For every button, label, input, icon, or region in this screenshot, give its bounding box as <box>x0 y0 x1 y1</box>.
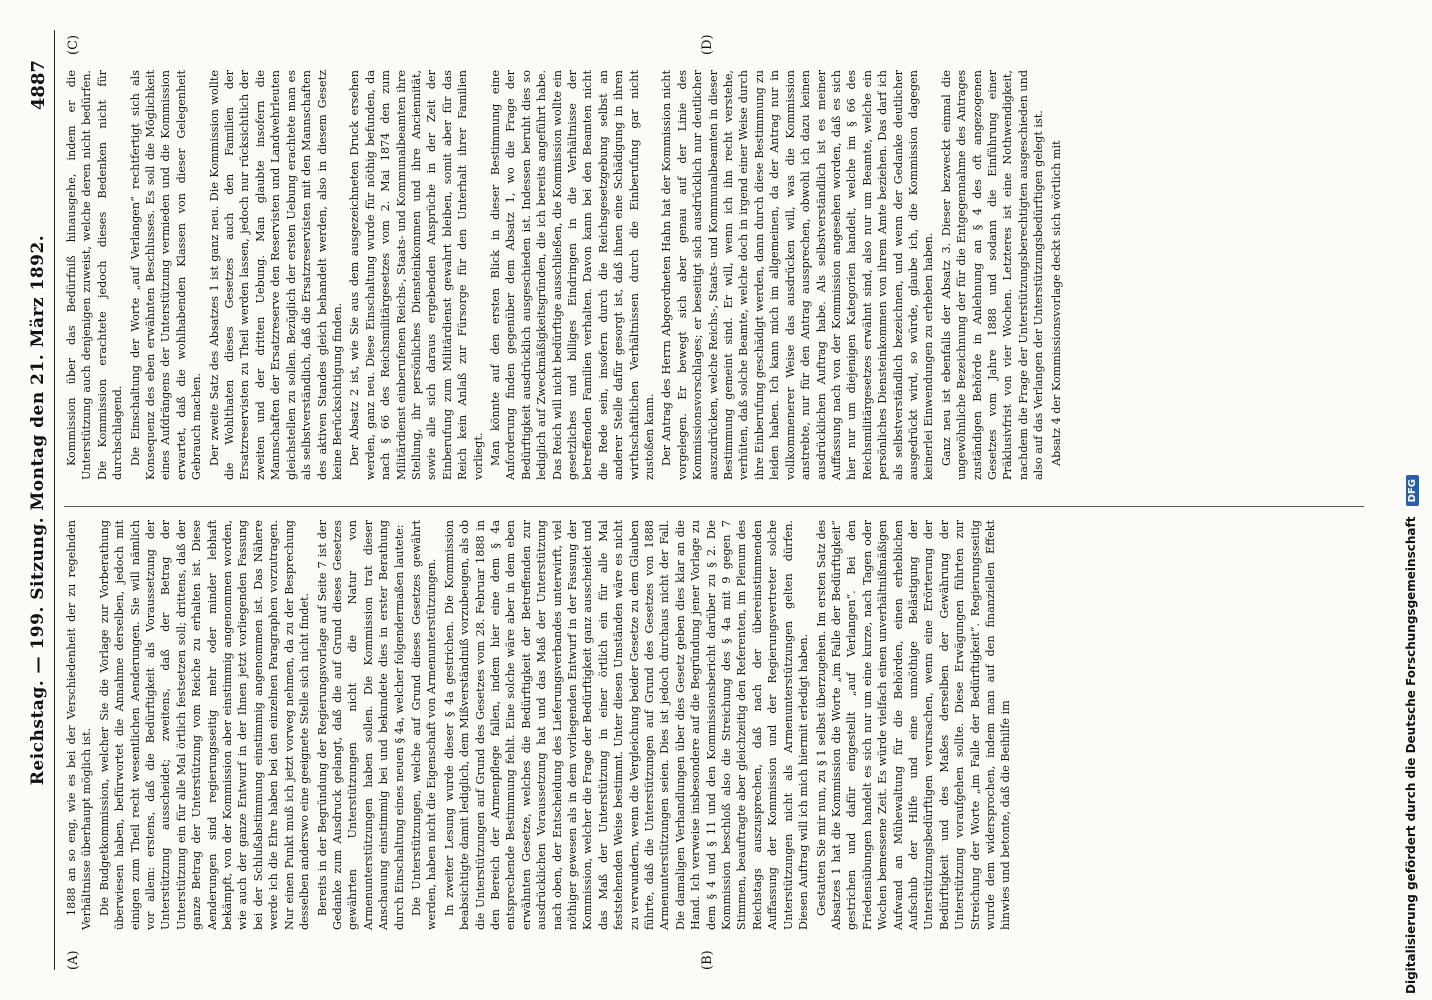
header-rule <box>54 30 55 970</box>
right-column <box>64 70 1364 480</box>
footer-text: Digitalisierung gefördert durch die Deutsche Forschungsgemeinschaft <box>1404 516 1418 994</box>
paragraph: Der Antrag des Herrn Abgeordneten Hahn hat der Kommission nicht vorgelegen. Er bewegt sich aber genau auf der Linie des Kommissionsvorschlages; er beseitigt sich ausdrücklich nur deutlicher auszudrücken, welche Reichs-, Staats- und Kommunalbeamten in dieser Bestimmung gemeint sind. Er will, wenn ich ihn recht verstehe, verhüten, daß solche Beamte, welche doch in irgend einer Weise durch ihre Einberufung geschädigt werden, dann durch diese Bestimmung zu leiden haben. Ich kann mich im allgemeinen, da der Antrag nur in vollkommenerer Weise das ausdrücken will, was die Kommission anstrebte, nur für den Antrag aussprechen, obwohl ich dazu keinen ausdrücklichen Auftrag habe. Als selbstverständlich ist es meiner Auffassung nach von der Kommission angesehen worden, daß es sich hier nur um diejenigen Kategorien handelt, welche im § 66 des Reichsmilitärgesetzes erwähnt sind, also nur um Beamte, welche ein persönliches Diensteinkommen von ihrem Amte beziehen. Das darf ich als selbstverständlich bezeichnen, und wenn der Gedanke deutlicher ausgedrückt wird, so würde, glaube ich, die Kommission dagegen keinerlei Einwendungen zu erheben haben. <box>660 70 936 480</box>
column-divider <box>64 506 1364 507</box>
paragraph: Gestatten Sie mir nun, zu § 1 selbst überzugehen. Im ersten Satz des Absatzes 1 hat die Kommission die Worte „im Falle der Bedürftigkeit“ gestrichen und dafür eingestellt „auf Verlangen“. Bei den Friedensübungen handelt es sich nur um eine kurze, nach Tagen oder Wochen bemessene Zeit. Es würde vielfach einen unverhältnißmäßigen Aufwand an Mühewaltung für die Behörden, einen erheblichen Aufschub der Hilfe und eine unnöthige Belästigung der Unterstützungsbedürftigen verursachen, wenn eine Erörterung der Bedürftigkeit und des Maßes derselben der Gewährung der Unterstützung voraufgehen sollte. Diese Erwägungen führten zur Streichung der Worte „im Falle der Bedürftigkeit“. Regierungsseitig wurde dem widersprochen, indem man auf den finanziellen Effekt hinwies und betonte, daß die Beihilfe im <box>814 520 1013 930</box>
margin-marker-c: (C) <box>66 34 81 55</box>
left-column <box>64 520 1364 930</box>
paragraph: 1888 an so eng, wie es bei der Verschiedenheit der zu regelnden Verhältnisse überhaupt möglich ist. <box>65 520 94 930</box>
page-number: 4887 <box>28 60 49 111</box>
paragraph: Die Unterstützungen, welche auf Grund dieses Gesetzes gewährt werden, haben nicht die Eigenschaft von Armenunterstützungen. <box>409 520 439 930</box>
paragraph: Ganz neu ist ebenfalls der Absatz 3. Dieser bezweckt einmal die ungewöhnliche Bezeichnung der für die Entgegennahme des Antrages zuständigen Behörde in Anlehnung an § 4 des oft angezogenen Gesetzes vom Jahre 1888 und sodann die Einführung einer Präklusivfrist von vier Wochen. Letzteres ist eine Nothwendigkeit, nachdem die Frage der Unterstützungsberechtigten ausgeschieden und also auf das Verlangen der Unterstützungsbedürftigen gelegt ist. <box>939 70 1046 480</box>
header-title: Reichstag. — 199. Sitzung. Montag den 21. März 1892. <box>28 234 48 786</box>
paragraph: Absatz 4 der Kommissionsvorlage deckt sich wörtlich mit <box>1049 140 1063 466</box>
paragraph: Die Budgetkommission, welcher Sie die Vorlage zur Vorberathung überwiesen haben, befürwortet die Annahme derselben, jedoch mit einigen zum Theil recht wesentlichen Aenderungen. Sie will nämlich vor allem: erstens, daß die Bedürftigkeit als Voraussetzung der Unterstützung ausscheidet; zweitens, daß der Betrag der Unterstützung ein für alle Mal örtlich festsetzen soll; drittens, daß der ganze Betrag der Unterstützung vom Reiche zu erhalten ist. Diese Aenderungen sind regierungsseitig mehr oder minder lebhaft bekämpft, von der Kommission aber einstimmig angenommen worden, wie auch der ganze Entwurf in der Ihnen jetzt vorliegenden Fassung bei der Schlußabstimmung einstimmig angenommen ist. Das Nähere werde ich die Ehre haben bei den einzelnen Paragraphen vorzutragen. Nur einen Punkt muß ich jetzt vorweg nehmen, da zu der Besprechung desselben anderswo eine geeignete Stelle sich nicht findet. <box>97 520 312 930</box>
margin-marker-a: (A) <box>66 950 81 970</box>
paragraph: In zweiter Lesung wurde dieser § 4a gestrichen. Die Kommission beabsichtigte damit lediglich, dem Mißverständniß vorzubeugen, als ob die Unterstützungen auf Grund des Gesetzes vom 28. Februar 1888 in den Bereich der Armenpflege fallen, indem hier eine dem § 4a entsprechende Bestimmung fehlt. Eine solche wäre aber in dem eben erwähnten Gesetze, welches die Bedürftigkeit der Betreffenden zur ausdrücklichen Voraussetzung hat und das Maß der Unterstützung nach oben, der Entscheidung des Lieferungsverbandes unterwirft, viel nöthiger gewesen als in dem vorliegenden Entwurf in der Fassung der Kommission, welcher die Frage der Bedürftigkeit ganz ausscheidet und das Maß der Unterstützung in einer örtlich ein für alle Mal feststehenden Weise bestimmt. Unter diesen Umständen wäre es nicht zu verwundern, wenn die Vergleichung beider Gesetze zu dem Glauben führte, daß die Unterstützungen auf Grund des Gesetzes von 1888 Armenunterstützungen seien. Dies ist jedoch durchaus nicht der Fall. Die damaligen Verhandlungen über dies Gesetz geben dies klar an die Hand. Ich verweise insbesondere auf die Begründung jener Vorlage zu dem § 4 und § 11 und den Kommissionsbericht darüber zu § 2. Die Kommission beschloß also die Streichung des § 4a mit 9 gegen 7 Stimmen, beauftragte aber gleichzeitig den Referenten, im Plenum des Reichstags auszusprechen, daß nach der übereinstimmenden Auffassung der Kommission und der Regierungsvertreter solche Unterstützungen nicht als Armenunterstützungen gelten dürfen. Diesen Auftrag will ich mich hiermit erledigt haben. <box>442 520 811 930</box>
paragraph: Man könnte auf den ersten Blick in dieser Bestimmung eine Anforderung finden gegenüber dem Absatz 1, wo die Frage der Bedürftigkeit ausdrücklich ausgeschieden ist. Indessen beruht dies so lediglich auf Zweckmäßigkeitsgründen, die ich bereits angeführt habe. Das Reich will nicht bedürftige ausschließen, die Kommission wollte ein gesetzliches und billiges Eindringen in die Verhältnisse der betreffenden Familien verhalten. Davon kann bei den Beamten nicht die Rede sein, insofern durch die Reichsgesetzgebung selbst an anderer Stelle dafür gesorgt ist, daß ihnen eine Schädigung in ihren wirthschaftlichen Verhältnissen durch die Einberufung gar nicht zustoßen kann. <box>488 70 657 480</box>
page-header <box>20 0 50 1000</box>
dfg-logo: DFG <box>1406 475 1419 506</box>
footer-credit <box>1404 94 1419 994</box>
paragraph: Der zweite Satz des Absatzes 1 ist ganz neu. Die Kommission wollte die Wohlthaten dieses Gesetzes auch den Familien der Ersatzreservisten zu Theil werden lassen, jedoch nur rücksichtlich der zweiten und der dritten Uebung. Man glaubte insofern die Mannschaften der Ersatzreserve den Reservisten und Landwehrleuten gleichstellen zu sollen. Bezüglich der ersten Uebung erachtete man es als selbstverständlich, daß die Ersatzreservisten mit den Mannschaften des aktiven Standes gleich behandelt werden, also in diesem Gesetz keine Berücksichtigung finden. <box>207 70 344 480</box>
margin-marker-d: (D) <box>700 34 715 55</box>
paragraph: Kommission über das Bedürfniß hinausgehe, indem er die Unterstützung auch denjenigen zuweist, welche deren nicht bedürfen. Die Kommission erachtete jedoch dieses Bedenken nicht für durchschlagend. <box>65 70 125 480</box>
paragraph: Bereits in der Begründung der Regierungsvorlage auf Seite 7 ist der Gedanke zum Ausdruck gelangt, daß die auf Grund dieses Gesetzes gewährten Unterstützungen nicht die Natur von Armenunterstützungen haben sollen. Die Kommission trat dieser Anschauung einstimmig bei und bekundete dies in erster Berathung durch Einschaltung eines neuen § 4a, welcher folgendermaßen lautete: <box>315 520 406 930</box>
paragraph: Die Einschaltung der Worte „auf Verlangen“ rechtfertigt sich als Konsequenz des eben erwähnten Beschlusses. Es soll die Möglichkeit eines Aufdrängens der Unterstützung vermieden und die Kommission erwartet, daß die wohlhabenden Klassen von dieser Gelegenheit Gebrauch machen. <box>128 70 204 480</box>
paragraph: Der Absatz 2 ist, wie Sie aus dem ausgezeichneten Druck ersehen werden, ganz neu. Diese Einschaltung wurde für nöthig befunden, da nach § 66 des Reichsmilitärgesetzes vom 2. Mai 1874 den zum Militärdienst einberufenen Reichs-, Staats- und Kommunalbeamten ihre Stellung, ihr persönliches Diensteinkommen und ihre Anciennität, sowie alle sich daraus ergebenden Ansprüche in der Zeit der Einberufung zum Militärdienst gewahrt bleiben, somit aber für das Reich kein Anlaß zur Fürsorge für den Unterhalt ihrer Familien vorliegt. <box>348 70 485 480</box>
margin-marker-b: (B) <box>700 950 715 970</box>
